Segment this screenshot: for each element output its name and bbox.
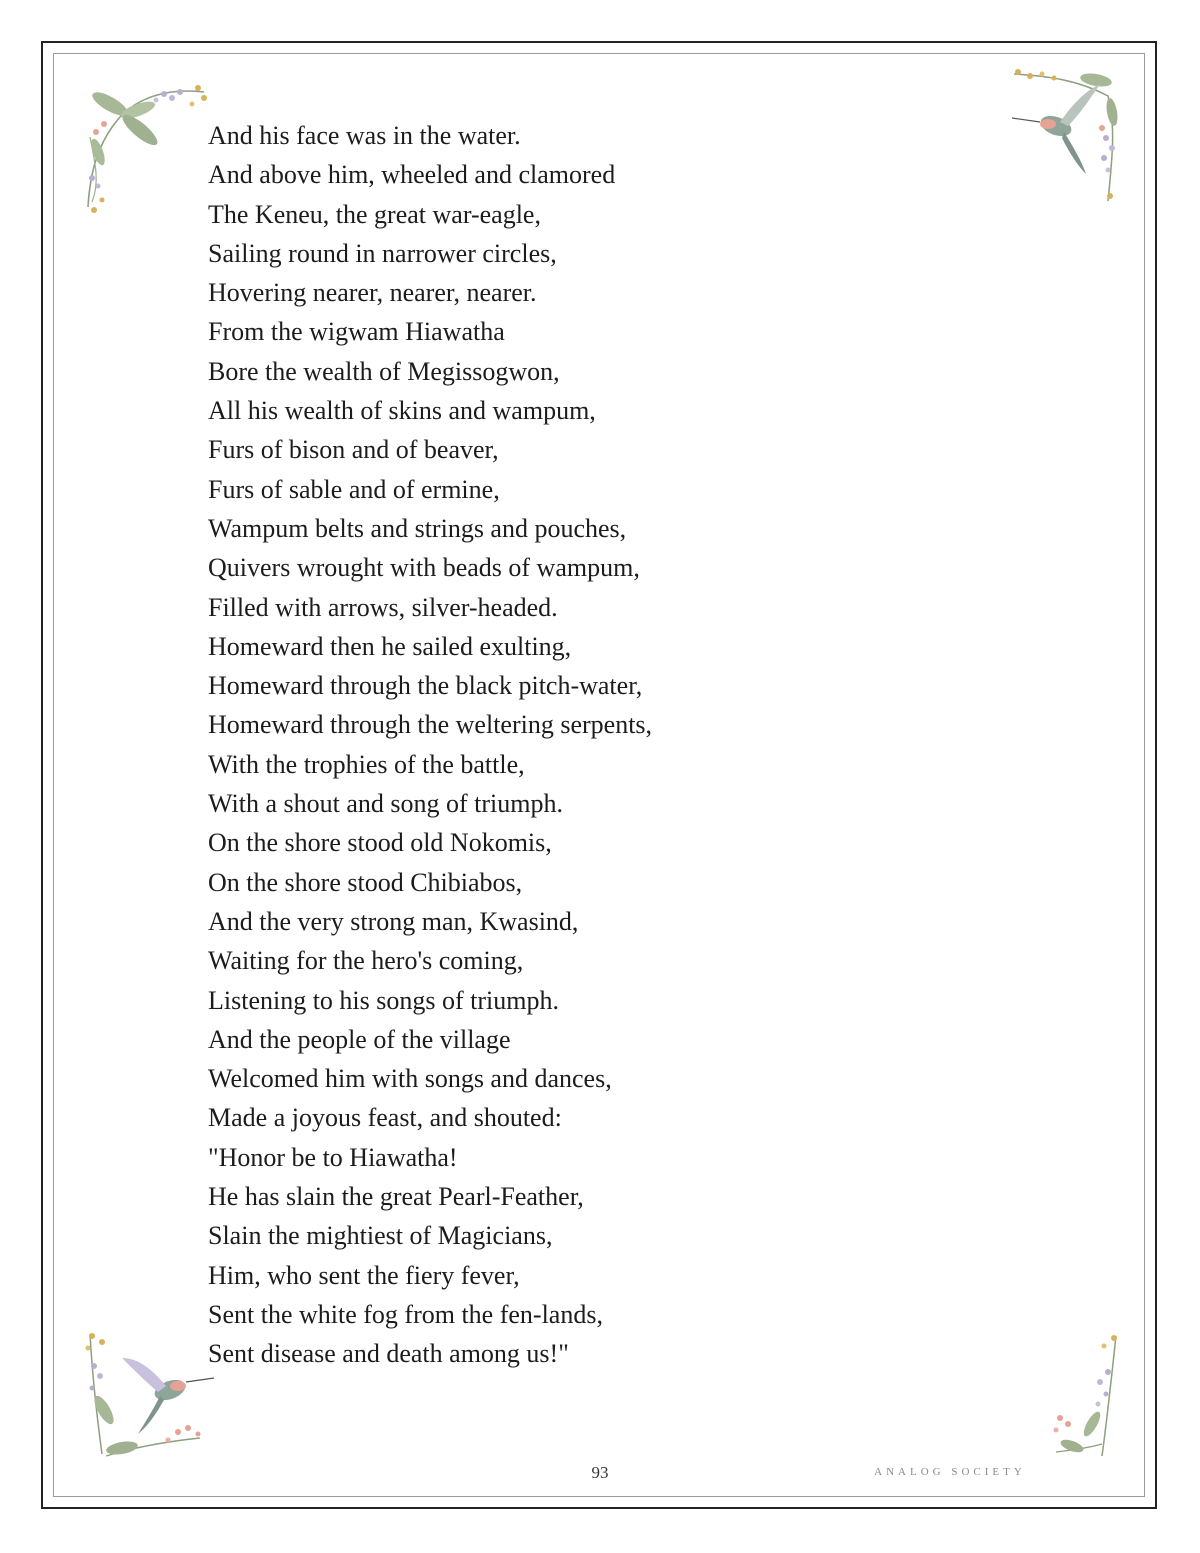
poem-line: Sailing round in narrower circles, — [208, 238, 557, 268]
poem-line: He has slain the great Pearl-Feather, — [208, 1182, 584, 1212]
poem-line: Homeward through the weltering serpents, — [208, 710, 653, 740]
poem-line: Furs of bison and of beaver, — [208, 435, 499, 465]
poem-line: Waiting for the hero's coming, — [208, 946, 524, 976]
hummingbird-floral-icon — [1008, 66, 1123, 206]
poem-line: Welcomed him with songs and dances, — [208, 1064, 612, 1094]
publisher-brand: ANALOG SOCIETY — [874, 1466, 1026, 1478]
poem-line: Homeward then he sailed exulting, — [208, 631, 572, 661]
poem-line: Quivers wrought with beads of wampum, — [208, 553, 640, 583]
poem-line: And above him, wheeled and clamored — [208, 160, 616, 190]
poem-line: Sent the white fog from the fen-lands, — [208, 1299, 603, 1329]
poem-line: Sent disease and death among us!" — [208, 1339, 569, 1369]
poem-stanza — [208, 116, 652, 1374]
poem-line: With a shout and song of triumph. — [208, 789, 563, 819]
poem-line: Furs of sable and of ermine, — [208, 474, 500, 504]
poem-line: "Honor be to Hiawatha! — [208, 1142, 458, 1172]
poem-line: The Keneu, the great war-eagle, — [208, 199, 541, 229]
floral-corner-icon — [1046, 1332, 1124, 1458]
poem-line: Filled with arrows, silver-headed. — [208, 592, 558, 622]
poem-line: Bore the wealth of Megissogwon, — [208, 356, 560, 386]
poem-line: Him, who sent the fiery fever, — [208, 1260, 520, 1290]
poem-line: Hovering nearer, nearer, nearer. — [208, 278, 537, 308]
poem-line: With the trophies of the battle, — [208, 749, 525, 779]
poem-line: Wampum belts and strings and pouches, — [208, 513, 627, 543]
poem-line: And the people of the village — [208, 1024, 511, 1054]
poem-line: All his wealth of skins and wampum, — [208, 396, 596, 426]
poem-line: Listening to his songs of triumph. — [208, 985, 559, 1015]
poem-line: On the shore stood Chibiabos, — [208, 867, 523, 897]
poem-line: From the wigwam Hiawatha — [208, 317, 505, 347]
poem-line: Made a joyous feast, and shouted: — [208, 1103, 562, 1133]
poem-line: Slain the mightiest of Magicians, — [208, 1221, 553, 1251]
floral-corner-icon — [80, 82, 210, 217]
hummingbird-floral-icon — [82, 1330, 217, 1460]
page-number: 93 — [591, 1463, 609, 1482]
poem-line: Homeward through the black pitch-water, — [208, 671, 643, 701]
poem-line: And the very strong man, Kwasind, — [208, 906, 579, 936]
poem-line: And his face was in the water. — [208, 121, 521, 150]
poem-line: On the shore stood old Nokomis, — [208, 828, 552, 858]
